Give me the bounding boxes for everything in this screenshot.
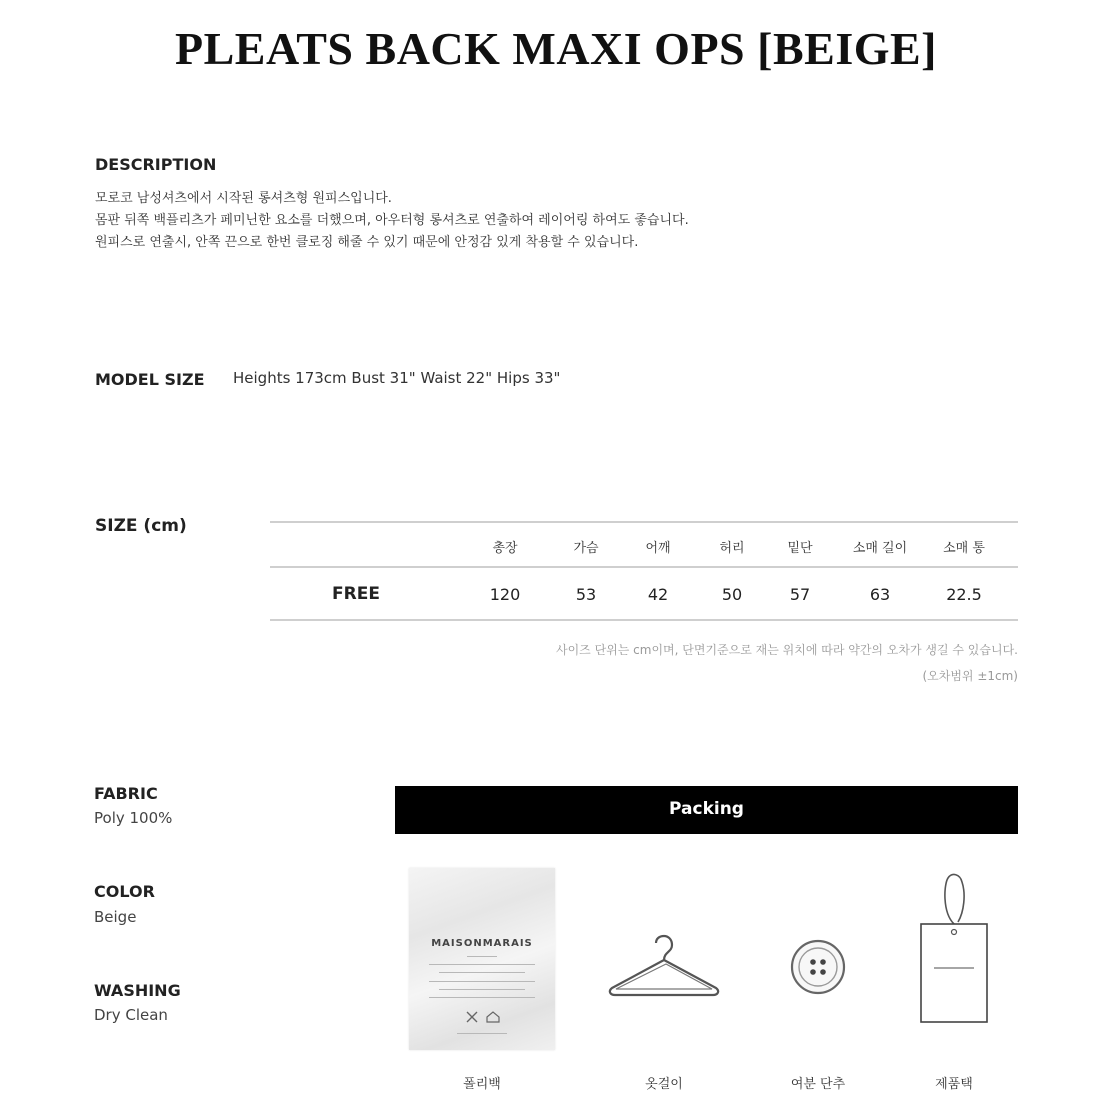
packing-label-poly-bag: 폴리백 xyxy=(463,1077,501,1092)
value-hem: 57 xyxy=(789,585,811,604)
poly-bag-brand: MAISONMARAIS xyxy=(431,938,533,949)
header-sleeve-width: 소매 통 xyxy=(943,541,985,556)
header-length: 총장 xyxy=(492,541,518,556)
poly-bag-text-line xyxy=(467,956,497,957)
poly-bag-text-line xyxy=(429,981,535,982)
header-sleeve-length: 소매 길이 xyxy=(852,541,908,556)
value-sleeve-length: 63 xyxy=(869,585,891,604)
value-waist: 50 xyxy=(721,585,743,604)
header-chest: 가슴 xyxy=(573,541,599,556)
model-size-label: MODEL SIZE xyxy=(95,370,205,389)
value-length: 120 xyxy=(489,585,521,604)
color-value: Beige xyxy=(94,908,137,926)
poly-bag-text-line xyxy=(429,964,535,965)
washing-label: WASHING xyxy=(94,981,181,1000)
description-line: 원피스로 연출시, 안쪽 끈으로 한번 클로징 해줄 수 있기 때문에 안정감 있게 착용할 수 있습니다. xyxy=(95,235,639,250)
table-rule xyxy=(270,566,1018,568)
care-symbols-icon xyxy=(465,1010,501,1024)
tag-icon xyxy=(914,872,994,1026)
packing-label-button: 여분 단추 xyxy=(790,1077,846,1092)
description-label: DESCRIPTION xyxy=(95,155,217,174)
poly-bag-text-line xyxy=(439,972,525,973)
value-sleeve-width: 22.5 xyxy=(946,585,982,604)
poly-bag-text-line xyxy=(457,1033,507,1034)
model-size-value: Heights 173cm Bust 31" Waist 22" Hips 33" xyxy=(233,369,561,387)
description-text xyxy=(95,188,689,254)
fabric-value: Poly 100% xyxy=(94,809,173,827)
size-note-line: 사이즈 단위는 cm이며, 단면기준으로 재는 위치에 따라 약간의 오차가 생길 수 있습니다. xyxy=(555,643,1018,657)
washing-value: Dry Clean xyxy=(94,1006,168,1024)
fabric-label: FABRIC xyxy=(94,784,158,803)
packing-label-tag: 제품택 xyxy=(935,1077,973,1092)
description-line: 모로코 남성셔츠에서 시작된 롱셔츠형 원피스입니다. xyxy=(95,191,392,206)
header-hem: 밑단 xyxy=(787,541,813,556)
size-row-label: FREE xyxy=(332,584,380,604)
header-waist: 허리 xyxy=(719,541,745,556)
product-title: PLEATS BACK MAXI OPS [BEIGE] xyxy=(174,23,938,74)
size-note-range: (오차범위 ±1cm) xyxy=(922,669,1018,683)
hanger-icon xyxy=(606,934,722,998)
packing-header: Packing xyxy=(395,786,1018,834)
header-shoulder: 어깨 xyxy=(645,541,671,556)
table-rule xyxy=(270,521,1018,523)
size-label: SIZE (cm) xyxy=(95,516,187,536)
description-line: 몸판 뒤쪽 백플리츠가 페미닌한 요소를 더했으며, 아우터형 롱셔츠로 연출하여 레이어링 하여도 좋습니다. xyxy=(95,213,689,228)
value-shoulder: 42 xyxy=(647,585,669,604)
button-icon xyxy=(790,939,846,995)
poly-bag-text-line xyxy=(439,989,525,990)
color-label: COLOR xyxy=(94,882,155,901)
value-chest: 53 xyxy=(575,585,597,604)
poly-bag-icon xyxy=(409,868,555,1050)
packing-label-hanger: 옷걸이 xyxy=(645,1077,683,1092)
table-rule xyxy=(270,619,1018,621)
poly-bag-text-line xyxy=(429,997,535,998)
size-note xyxy=(556,637,1018,689)
